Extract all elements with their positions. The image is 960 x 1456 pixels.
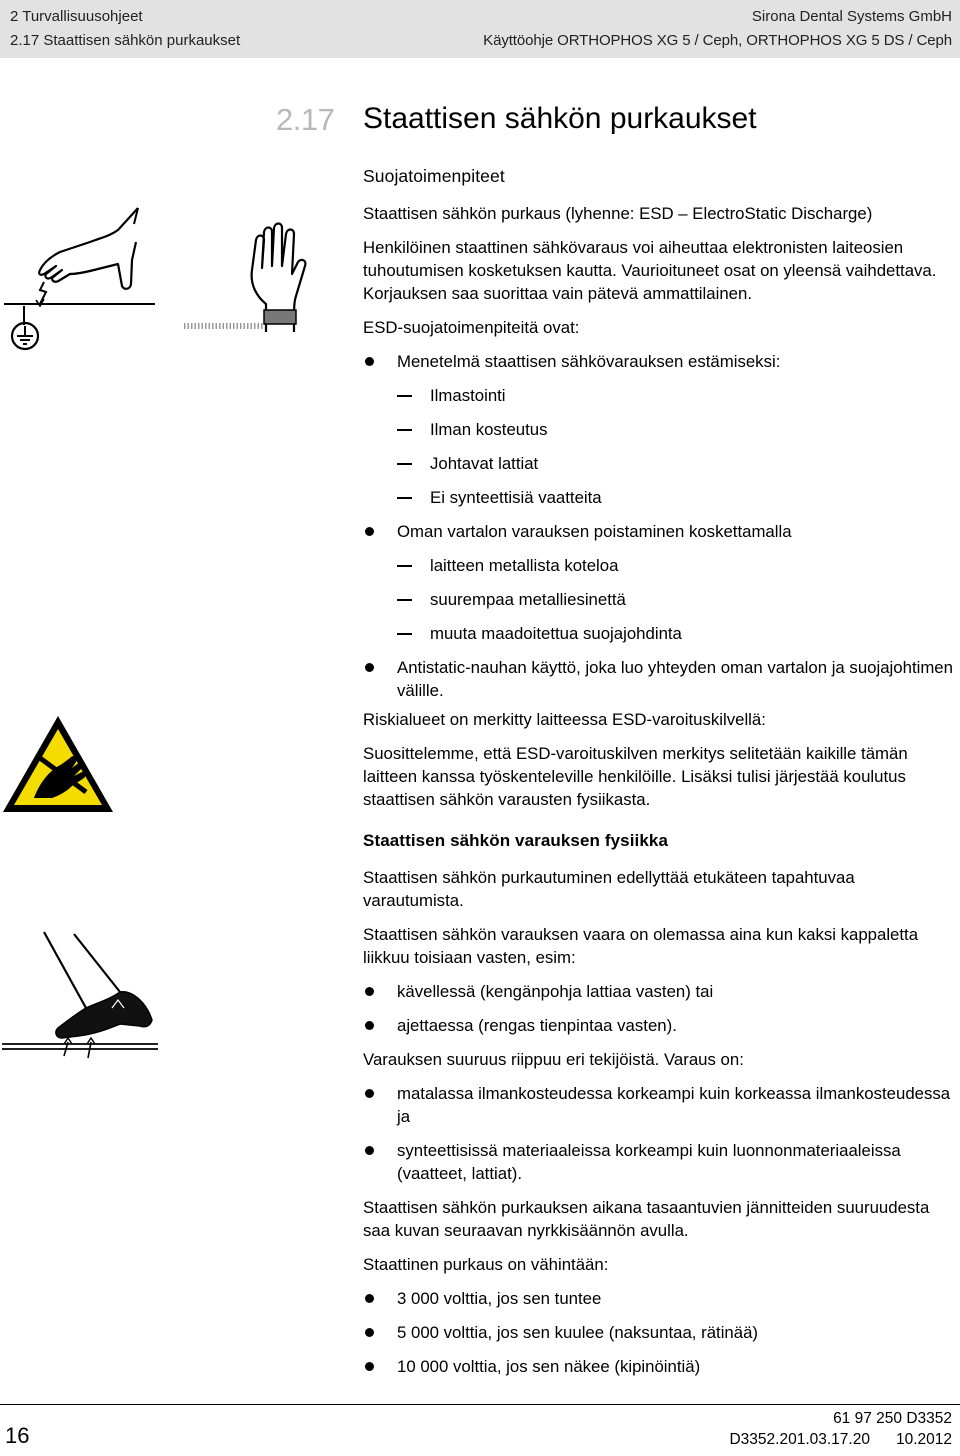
list-item: Johtavat lattiat <box>363 452 955 475</box>
list-item: kävellessä (kengänpohja lattiaa vasten) tai <box>363 980 955 1003</box>
list-item: Menetelmä staattisen sähkövarauksen estämiseksi: <box>363 350 955 373</box>
list-item: Ei synteettisiä vaatteita <box>363 486 955 509</box>
list-item: Ilmastointi <box>363 384 955 407</box>
header-manual: Käyttöohje ORTHOPHOS XG 5 / Ceph, ORTHOPHOS XG 5 DS / Ceph <box>483 32 952 49</box>
list-item: Oman vartalon varauksen poistaminen koskettamalla <box>363 520 955 543</box>
esd-warning-sign-icon <box>0 712 116 816</box>
list-item: 10 000 volttia, jos sen näkee (kipinöintiä) <box>363 1355 955 1378</box>
measures-intro: ESD-suojatoimenpiteitä ovat: <box>363 318 580 337</box>
motion-examples-list <box>363 980 955 1037</box>
wrist-strap-illustration <box>180 218 320 334</box>
measures-list <box>363 350 955 702</box>
list-item: suurempaa metalliesinettä <box>363 588 955 611</box>
header-company: Sirona Dental Systems GmbH <box>751 8 952 25</box>
list-item: ajettaessa (rengas tienpintaa vasten). <box>363 1014 955 1037</box>
list-item: Antistatic-nauhan käyttö, joka luo yhteyden oman vartalon ja suojajohtimen välille. <box>363 656 955 702</box>
list-item: synteettisissä materiaaleissa korkeampi kuin luonnonmateriaaleissa (vaatteet, lattiat). <box>363 1139 955 1185</box>
list-item: Ilman kosteutus <box>363 418 955 441</box>
list-item: 5 000 volttia, jos sen kuulee (naksuntaa, rätinää) <box>363 1321 955 1344</box>
page-header <box>0 0 960 58</box>
header-section: 2.17 Staattisen sähkön purkaukset <box>10 32 241 49</box>
doc-code-line <box>729 1431 952 1449</box>
physics-paragraph-4: Staattisen sähkön purkauksen aikana tasaantuvien jännitteiden suuruudesta saa kuvan seuraavan nyrkkisäännön avulla. <box>363 1198 930 1240</box>
page-number: 16 <box>5 1423 30 1448</box>
physics-paragraph-2: Staattisen sähkön varauksen vaara on olemassa aina kun kaksi kappaletta liikkuu toisiaan vasten, esim: <box>363 925 919 967</box>
footer-divider <box>0 1404 960 1405</box>
header-chapter: 2 Turvallisuusohjeet <box>10 8 143 25</box>
section-title: Staattisen sähkön purkaukset <box>363 102 757 135</box>
charge-factors-list <box>363 1082 955 1185</box>
protective-paragraph: Henkilöinen staattinen sähkövaraus voi aiheuttaa elektronisten laiteosien tuhoutumisen kosketuksen kautta. Vaurioituneet osat on yleensä vaihdettava. Korjauksen saa suorittaa vain pätevä ammattilainen. <box>363 238 937 303</box>
doc-date: 10.2012 <box>895 1431 952 1448</box>
section-number: 2.17 <box>276 102 335 137</box>
esd-definition: Staattisen sähkön purkaus (lyhenne: ESD – ElectroStatic Discharge) <box>363 204 873 223</box>
protective-heading: Suojatoimenpiteet <box>363 166 505 186</box>
list-item: 3 000 volttia, jos sen tuntee <box>363 1287 955 1310</box>
physics-paragraph-3: Varauksen suuruus riippuu eri tekijöistä. Varaus on: <box>363 1050 744 1069</box>
ground-symbol-icon <box>9 320 41 352</box>
recommendation-paragraph: Suosittelemme, että ESD-varoituskilven merkitys selitetään kaikille tämän laitteen kanssa työskenteleville henkilöille. Lisäksi tulisi järjestää koulutus staattisen sähkön varausten fysiikasta. <box>363 744 908 809</box>
doc-code: D3352.201.03.17.20 <box>729 1431 870 1448</box>
voltage-list <box>363 1287 955 1378</box>
physics-heading: Staattisen sähkön varauksen fysiikka <box>363 831 669 850</box>
main-content <box>363 165 955 1389</box>
shoe-on-floor-illustration <box>0 928 160 1060</box>
risk-areas-paragraph: Riskialueet on merkitty laitteessa ESD-varoituskilvellä: <box>363 710 766 729</box>
list-item: muuta maadoitettua suojajohdinta <box>363 622 955 645</box>
part-number: 61 97 250 D3352 <box>833 1410 952 1427</box>
list-item: laitteen metallista koteloa <box>363 554 955 577</box>
physics-paragraph-1: Staattisen sähkön purkautuminen edellyttää etukäteen tapahtuvaa varautumista. <box>363 868 855 910</box>
physics-paragraph-5: Staattinen purkaus on vähintään: <box>363 1255 609 1274</box>
list-item: matalassa ilmankosteudessa korkeampi kuin korkeassa ilmankosteudessa ja <box>363 1082 955 1128</box>
